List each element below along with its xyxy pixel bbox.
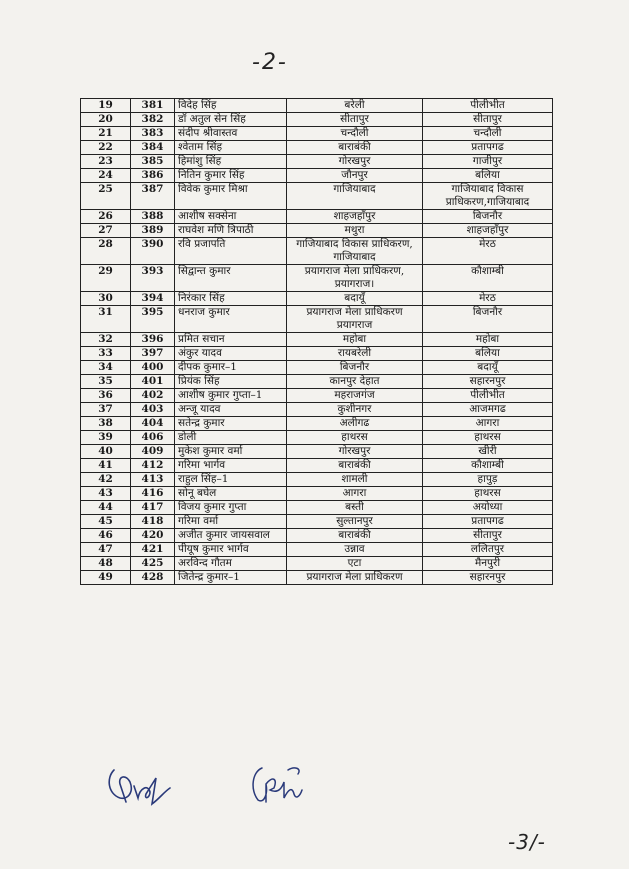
table-row xyxy=(81,113,553,127)
to-posting: अयोध्या xyxy=(423,501,553,515)
from-posting: जौनपुर xyxy=(287,169,423,183)
table-row xyxy=(81,375,553,389)
roll-number: 390 xyxy=(131,238,175,265)
table-row xyxy=(81,571,553,585)
from-posting: बाराबंकी xyxy=(287,459,423,473)
roll-number: 386 xyxy=(131,169,175,183)
from-posting: कानपुर देहात xyxy=(287,375,423,389)
from-posting: रायबरेली xyxy=(287,347,423,361)
table-row xyxy=(81,515,553,529)
from-posting: शाहजहाँपुर xyxy=(287,210,423,224)
to-posting: पीलीभीत xyxy=(423,99,553,113)
serial-number: 38 xyxy=(81,417,131,431)
serial-number: 35 xyxy=(81,375,131,389)
to-posting: ललितपुर xyxy=(423,543,553,557)
table-row xyxy=(81,238,553,265)
serial-number: 23 xyxy=(81,155,131,169)
table-row xyxy=(81,141,553,155)
officer-name: संदीप श्रीवास्तव xyxy=(175,127,287,141)
from-posting: बस्ती xyxy=(287,501,423,515)
serial-number: 33 xyxy=(81,347,131,361)
from-posting: आगरा xyxy=(287,487,423,501)
serial-number: 36 xyxy=(81,389,131,403)
table-row xyxy=(81,210,553,224)
from-posting: उन्नाव xyxy=(287,543,423,557)
serial-number: 22 xyxy=(81,141,131,155)
roll-number: 382 xyxy=(131,113,175,127)
from-posting: हाथरस xyxy=(287,431,423,445)
roll-number: 413 xyxy=(131,473,175,487)
to-posting: कौशाम्बी xyxy=(423,459,553,473)
officer-name: हिमांशु सिंह xyxy=(175,155,287,169)
table-row xyxy=(81,265,553,292)
officer-name: धनराज कुमार xyxy=(175,306,287,333)
officer-name: निरंकार सिंह xyxy=(175,292,287,306)
officer-name: आशीष सक्सेना xyxy=(175,210,287,224)
from-posting: कुशीनगर xyxy=(287,403,423,417)
table-row xyxy=(81,224,553,238)
table-row xyxy=(81,347,553,361)
table-row xyxy=(81,389,553,403)
serial-number: 46 xyxy=(81,529,131,543)
to-posting: कौशाम्बी xyxy=(423,265,553,292)
serial-number: 29 xyxy=(81,265,131,292)
table-row xyxy=(81,99,553,113)
roll-number: 406 xyxy=(131,431,175,445)
roll-number: 402 xyxy=(131,389,175,403)
from-posting: गाजियाबाद xyxy=(287,183,423,210)
roll-number: 412 xyxy=(131,459,175,473)
transfer-table xyxy=(80,98,553,585)
roll-number: 416 xyxy=(131,487,175,501)
roll-number: 421 xyxy=(131,543,175,557)
to-posting: मेरठ xyxy=(423,292,553,306)
from-posting: सुल्तानपुर xyxy=(287,515,423,529)
to-posting: आजमगढ xyxy=(423,403,553,417)
officer-name: नितिन कुमार सिंह xyxy=(175,169,287,183)
officer-name: जितेन्द्र कुमार–1 xyxy=(175,571,287,585)
from-posting: शामली xyxy=(287,473,423,487)
to-posting: प्रतापगढ xyxy=(423,515,553,529)
roll-number: 418 xyxy=(131,515,175,529)
to-posting: आगरा xyxy=(423,417,553,431)
table-row xyxy=(81,169,553,183)
to-posting: चन्दौली xyxy=(423,127,553,141)
to-posting: खीरी xyxy=(423,445,553,459)
to-posting: शाहजहाँपुर xyxy=(423,224,553,238)
roll-number: 425 xyxy=(131,557,175,571)
from-posting: बरेली xyxy=(287,99,423,113)
officer-name: अन्जू यादव xyxy=(175,403,287,417)
officer-name: डॉ अतुल सेन सिंह xyxy=(175,113,287,127)
to-posting: प्रतापगढ xyxy=(423,141,553,155)
serial-number: 44 xyxy=(81,501,131,515)
table-row xyxy=(81,487,553,501)
officer-name: प्रमित सचान xyxy=(175,333,287,347)
to-posting: गाजियाबाद विकास प्राधिकरण,गाजियाबाद xyxy=(423,183,553,210)
table-row xyxy=(81,445,553,459)
from-posting: बदायूँ xyxy=(287,292,423,306)
officer-name: विजय कुमार गुप्ता xyxy=(175,501,287,515)
officer-name: अंकुर यादव xyxy=(175,347,287,361)
to-posting: हाथरस xyxy=(423,487,553,501)
to-posting: बिजनौर xyxy=(423,210,553,224)
officer-name: अरविन्द गौतम xyxy=(175,557,287,571)
roll-number: 387 xyxy=(131,183,175,210)
roll-number: 385 xyxy=(131,155,175,169)
serial-number: 32 xyxy=(81,333,131,347)
officer-name: सोनू बघेल xyxy=(175,487,287,501)
from-posting: गोरखपुर xyxy=(287,445,423,459)
officer-name: प्रियंक सिंह xyxy=(175,375,287,389)
from-posting: अलीगढ xyxy=(287,417,423,431)
from-posting: प्रयागराज मेला प्राधिकरण xyxy=(287,571,423,585)
officer-name: सिद्वान्त कुमार xyxy=(175,265,287,292)
table-row xyxy=(81,333,553,347)
officer-name: गरिमा वर्मा xyxy=(175,515,287,529)
to-posting: मेरठ xyxy=(423,238,553,265)
serial-number: 37 xyxy=(81,403,131,417)
serial-number: 48 xyxy=(81,557,131,571)
from-posting: महराजगंज xyxy=(287,389,423,403)
officer-name: विवेक कुमार मिश्रा xyxy=(175,183,287,210)
to-posting: मैनपुरी xyxy=(423,557,553,571)
from-posting: महोबा xyxy=(287,333,423,347)
roll-number: 396 xyxy=(131,333,175,347)
serial-number: 42 xyxy=(81,473,131,487)
from-posting: एटा xyxy=(287,557,423,571)
from-posting: प्रयागराज मेला प्राधिकरण प्रयागराज xyxy=(287,306,423,333)
roll-number: 381 xyxy=(131,99,175,113)
roll-number: 383 xyxy=(131,127,175,141)
roll-number: 389 xyxy=(131,224,175,238)
roll-number: 420 xyxy=(131,529,175,543)
to-posting: सीतापुर xyxy=(423,113,553,127)
serial-number: 24 xyxy=(81,169,131,183)
from-posting: गोरखपुर xyxy=(287,155,423,169)
roll-number: 400 xyxy=(131,361,175,375)
serial-number: 49 xyxy=(81,571,131,585)
roll-number: 404 xyxy=(131,417,175,431)
to-posting: सहारनपुर xyxy=(423,375,553,389)
serial-number: 27 xyxy=(81,224,131,238)
table-row xyxy=(81,403,553,417)
from-posting: मथुरा xyxy=(287,224,423,238)
from-posting: बाराबंकी xyxy=(287,141,423,155)
signature-initials-left xyxy=(104,764,174,806)
serial-number: 26 xyxy=(81,210,131,224)
serial-number: 43 xyxy=(81,487,131,501)
to-posting: पीलीभीत xyxy=(423,389,553,403)
roll-number: 397 xyxy=(131,347,175,361)
roll-number: 428 xyxy=(131,571,175,585)
from-posting: बाराबंकी xyxy=(287,529,423,543)
roll-number: 395 xyxy=(131,306,175,333)
page-number: -2- xyxy=(252,50,288,75)
roll-number: 401 xyxy=(131,375,175,389)
roll-number: 388 xyxy=(131,210,175,224)
serial-number: 41 xyxy=(81,459,131,473)
table-row xyxy=(81,306,553,333)
roll-number: 394 xyxy=(131,292,175,306)
serial-number: 30 xyxy=(81,292,131,306)
table-row xyxy=(81,183,553,210)
serial-number: 20 xyxy=(81,113,131,127)
table-row xyxy=(81,529,553,543)
to-posting: बिजनौर xyxy=(423,306,553,333)
from-posting: बिजनौर xyxy=(287,361,423,375)
serial-number: 45 xyxy=(81,515,131,529)
table-row xyxy=(81,473,553,487)
to-posting: बदायूँ xyxy=(423,361,553,375)
to-posting: हाथरस xyxy=(423,431,553,445)
table-row xyxy=(81,501,553,515)
officer-name: अजीत कुमार जायसवाल xyxy=(175,529,287,543)
to-posting: बलिया xyxy=(423,347,553,361)
officer-name: दीपक कुमार–1 xyxy=(175,361,287,375)
officer-name: डोली xyxy=(175,431,287,445)
from-posting: गाजियाबाद विकास प्राधिकरण, गाजियाबाद xyxy=(287,238,423,265)
serial-number: 19 xyxy=(81,99,131,113)
table-row xyxy=(81,417,553,431)
officer-name: पीयूष कुमार भार्गव xyxy=(175,543,287,557)
from-posting: चन्दौली xyxy=(287,127,423,141)
table-row xyxy=(81,361,553,375)
officer-name: विदेह सिंह xyxy=(175,99,287,113)
table-row xyxy=(81,557,553,571)
to-posting: सहारनपुर xyxy=(423,571,553,585)
table-row xyxy=(81,431,553,445)
serial-number: 47 xyxy=(81,543,131,557)
signature-initials-right xyxy=(248,760,308,808)
from-posting: सीतापुर xyxy=(287,113,423,127)
to-posting: महोबा xyxy=(423,333,553,347)
roll-number: 393 xyxy=(131,265,175,292)
officer-name: मुकेश कुमार वर्मा xyxy=(175,445,287,459)
roll-number: 409 xyxy=(131,445,175,459)
serial-number: 34 xyxy=(81,361,131,375)
officer-name: सतेन्द्र कुमार xyxy=(175,417,287,431)
serial-number: 31 xyxy=(81,306,131,333)
officer-name: श्वेताम सिंह xyxy=(175,141,287,155)
serial-number: 39 xyxy=(81,431,131,445)
table-row xyxy=(81,543,553,557)
officer-name: राहुल सिंह–1 xyxy=(175,473,287,487)
serial-number: 21 xyxy=(81,127,131,141)
roll-number: 384 xyxy=(131,141,175,155)
from-posting: प्रयागराज मेला प्राधिकरण, प्रयागराज। xyxy=(287,265,423,292)
table-row xyxy=(81,292,553,306)
next-page-marker: -3/- xyxy=(508,830,546,854)
roll-number: 403 xyxy=(131,403,175,417)
to-posting: सीतापुर xyxy=(423,529,553,543)
to-posting: हापुड़ xyxy=(423,473,553,487)
serial-number: 40 xyxy=(81,445,131,459)
officer-name: राघवेश मणि त्रिपाठी xyxy=(175,224,287,238)
roll-number: 417 xyxy=(131,501,175,515)
to-posting: गाजीपुर xyxy=(423,155,553,169)
serial-number: 25 xyxy=(81,183,131,210)
officer-name: रवि प्रजापति xyxy=(175,238,287,265)
table-row xyxy=(81,459,553,473)
serial-number: 28 xyxy=(81,238,131,265)
to-posting: बलिया xyxy=(423,169,553,183)
table-row xyxy=(81,127,553,141)
officer-name: आशीष कुमार गुप्ता–1 xyxy=(175,389,287,403)
table-row xyxy=(81,155,553,169)
officer-name: गरिमा भार्गव xyxy=(175,459,287,473)
